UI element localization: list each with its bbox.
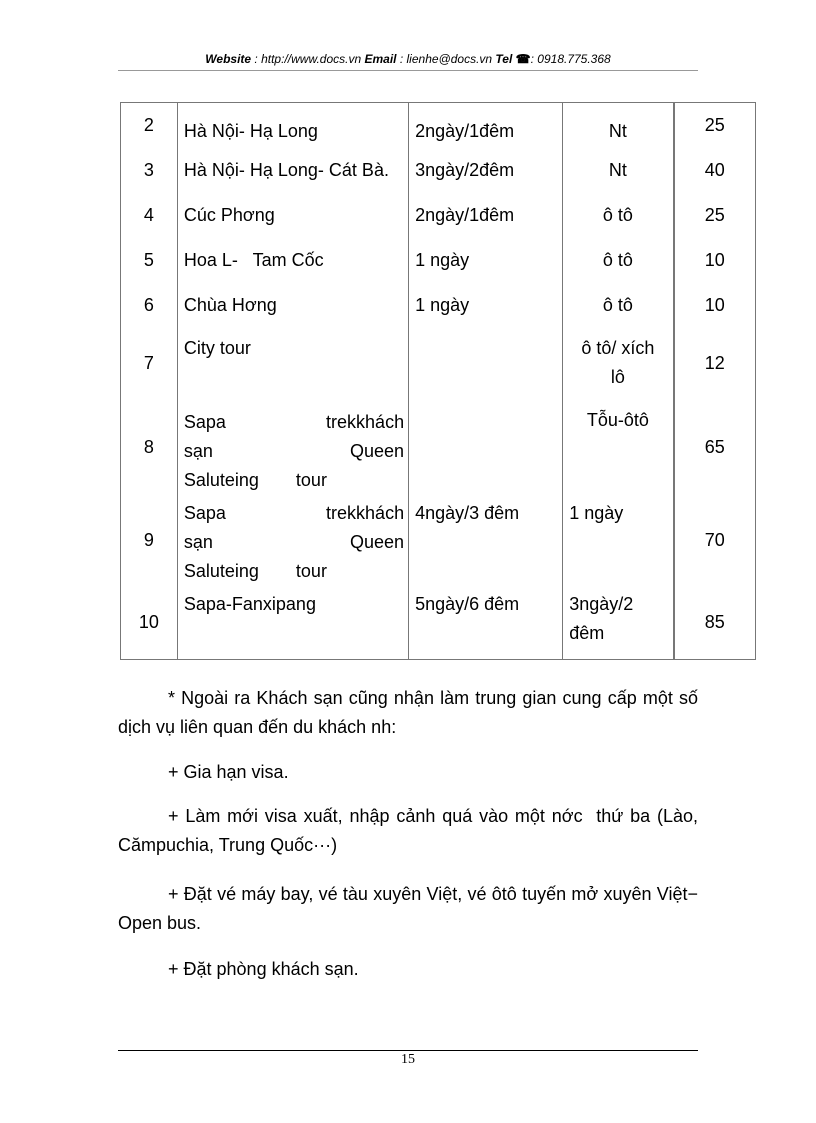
row-number: 9 (121, 495, 178, 586)
tour-price: 70 (674, 495, 756, 586)
table-row (121, 328, 756, 400)
tour-name: Hà Nội- Hạ Long (183, 121, 318, 141)
tour-name: Chùa Hơng (183, 294, 277, 315)
tour-name: Sapa-Fanxipang (183, 593, 316, 614)
tour-price: 12 (674, 328, 756, 400)
tour-duration: 2ngày/1đêm (415, 121, 515, 141)
tour-vehicle: Nt (608, 121, 627, 141)
paragraph-visa-new: + Làm mới visa xuất, nhập cảnh quá vào một nớc thứ ba (Lào, Cămpuchia, Trung Quốc···) (118, 806, 704, 855)
row-number: 2 (121, 103, 178, 148)
tour-duration: 1 ngày (415, 294, 470, 315)
tour-duration: 4ngày/3 đêm (415, 502, 520, 523)
email-value: : lienhe@docs.vn (399, 52, 493, 66)
website-label: Website (205, 52, 252, 66)
table-row (121, 586, 756, 660)
row-number: 3 (121, 148, 178, 193)
paragraph-services-intro: * Ngoài ra Khách sạn cũng nhận làm trung gian cung cấp một số dịch vụ liên quan đến du khách nh: (118, 688, 698, 737)
tour-price: 25 (674, 103, 756, 148)
tour-name: Sapa trekkhách sạn Queen Saluteing tour (183, 502, 405, 581)
tour-vehicle: ô tô/ xích lô (581, 337, 655, 387)
tour-vehicle: 3ngày/2 đêm (569, 593, 634, 643)
tour-price: 65 (674, 400, 756, 495)
paragraph-visa-extension: + Gia hạn visa. (168, 762, 289, 782)
tel-value: : 0918.775.368 (530, 52, 611, 66)
table-row (121, 103, 756, 148)
row-number: 4 (121, 193, 178, 238)
tour-name: Hoa L- Tam Cốc (183, 249, 324, 270)
paragraph-hotel-booking: + Đặt phòng khách sạn. (168, 959, 359, 979)
tour-price: 10 (674, 238, 756, 283)
row-number: 8 (121, 400, 178, 495)
tour-price-table (120, 102, 756, 660)
tour-duration: 1 ngày (415, 249, 470, 270)
row-number: 5 (121, 238, 178, 283)
tour-vehicle: Tỗu-ôtô (586, 409, 649, 430)
tour-price: 85 (674, 586, 756, 660)
row-number: 10 (121, 586, 178, 660)
email-label: Email (364, 52, 397, 66)
tour-vehicle: ô tô (602, 249, 633, 270)
tour-duration: 3ngày/2đêm (415, 159, 515, 180)
tour-duration (415, 400, 562, 408)
table-row (121, 495, 756, 586)
tour-vehicle: ô tô (602, 294, 633, 315)
table-row (121, 238, 756, 283)
table-row (121, 400, 756, 495)
table-row (121, 283, 756, 328)
tour-price: 25 (674, 193, 756, 238)
tour-vehicle: Nt (608, 159, 627, 180)
tour-duration (415, 328, 562, 334)
tour-name: Cúc Phơng (183, 204, 275, 225)
paragraph-tickets: + Đặt vé máy bay, vé tàu xuyên Việt, vé ôtô tuyến mở xuyên Việt− Open bus. (118, 884, 698, 933)
footer-divider (118, 1050, 698, 1051)
website-value: : http://www.docs.vn (254, 52, 362, 66)
tour-price: 40 (674, 148, 756, 193)
table-row (121, 148, 756, 193)
phone-icon: ☎ (515, 52, 531, 66)
table-row (121, 193, 756, 238)
page-number: 15 (401, 1052, 415, 1067)
tour-price: 10 (674, 283, 756, 328)
header-divider (118, 70, 698, 71)
tour-name: Sapa trekkhách sạn Queen Saluteing tour (183, 411, 405, 490)
row-number: 6 (121, 283, 178, 328)
tour-vehicle: ô tô (602, 204, 633, 225)
tour-name: Hà Nội- Hạ Long- Cát Bà. (183, 159, 389, 180)
tour-vehicle: 1 ngày (569, 502, 624, 523)
tour-duration: 2ngày/1đêm (415, 204, 515, 225)
tour-name: City tour (183, 337, 251, 358)
row-number: 7 (121, 328, 178, 400)
page-header (118, 52, 698, 66)
tel-label: Tel (495, 52, 513, 66)
tour-duration: 5ngày/6 đêm (415, 593, 520, 614)
